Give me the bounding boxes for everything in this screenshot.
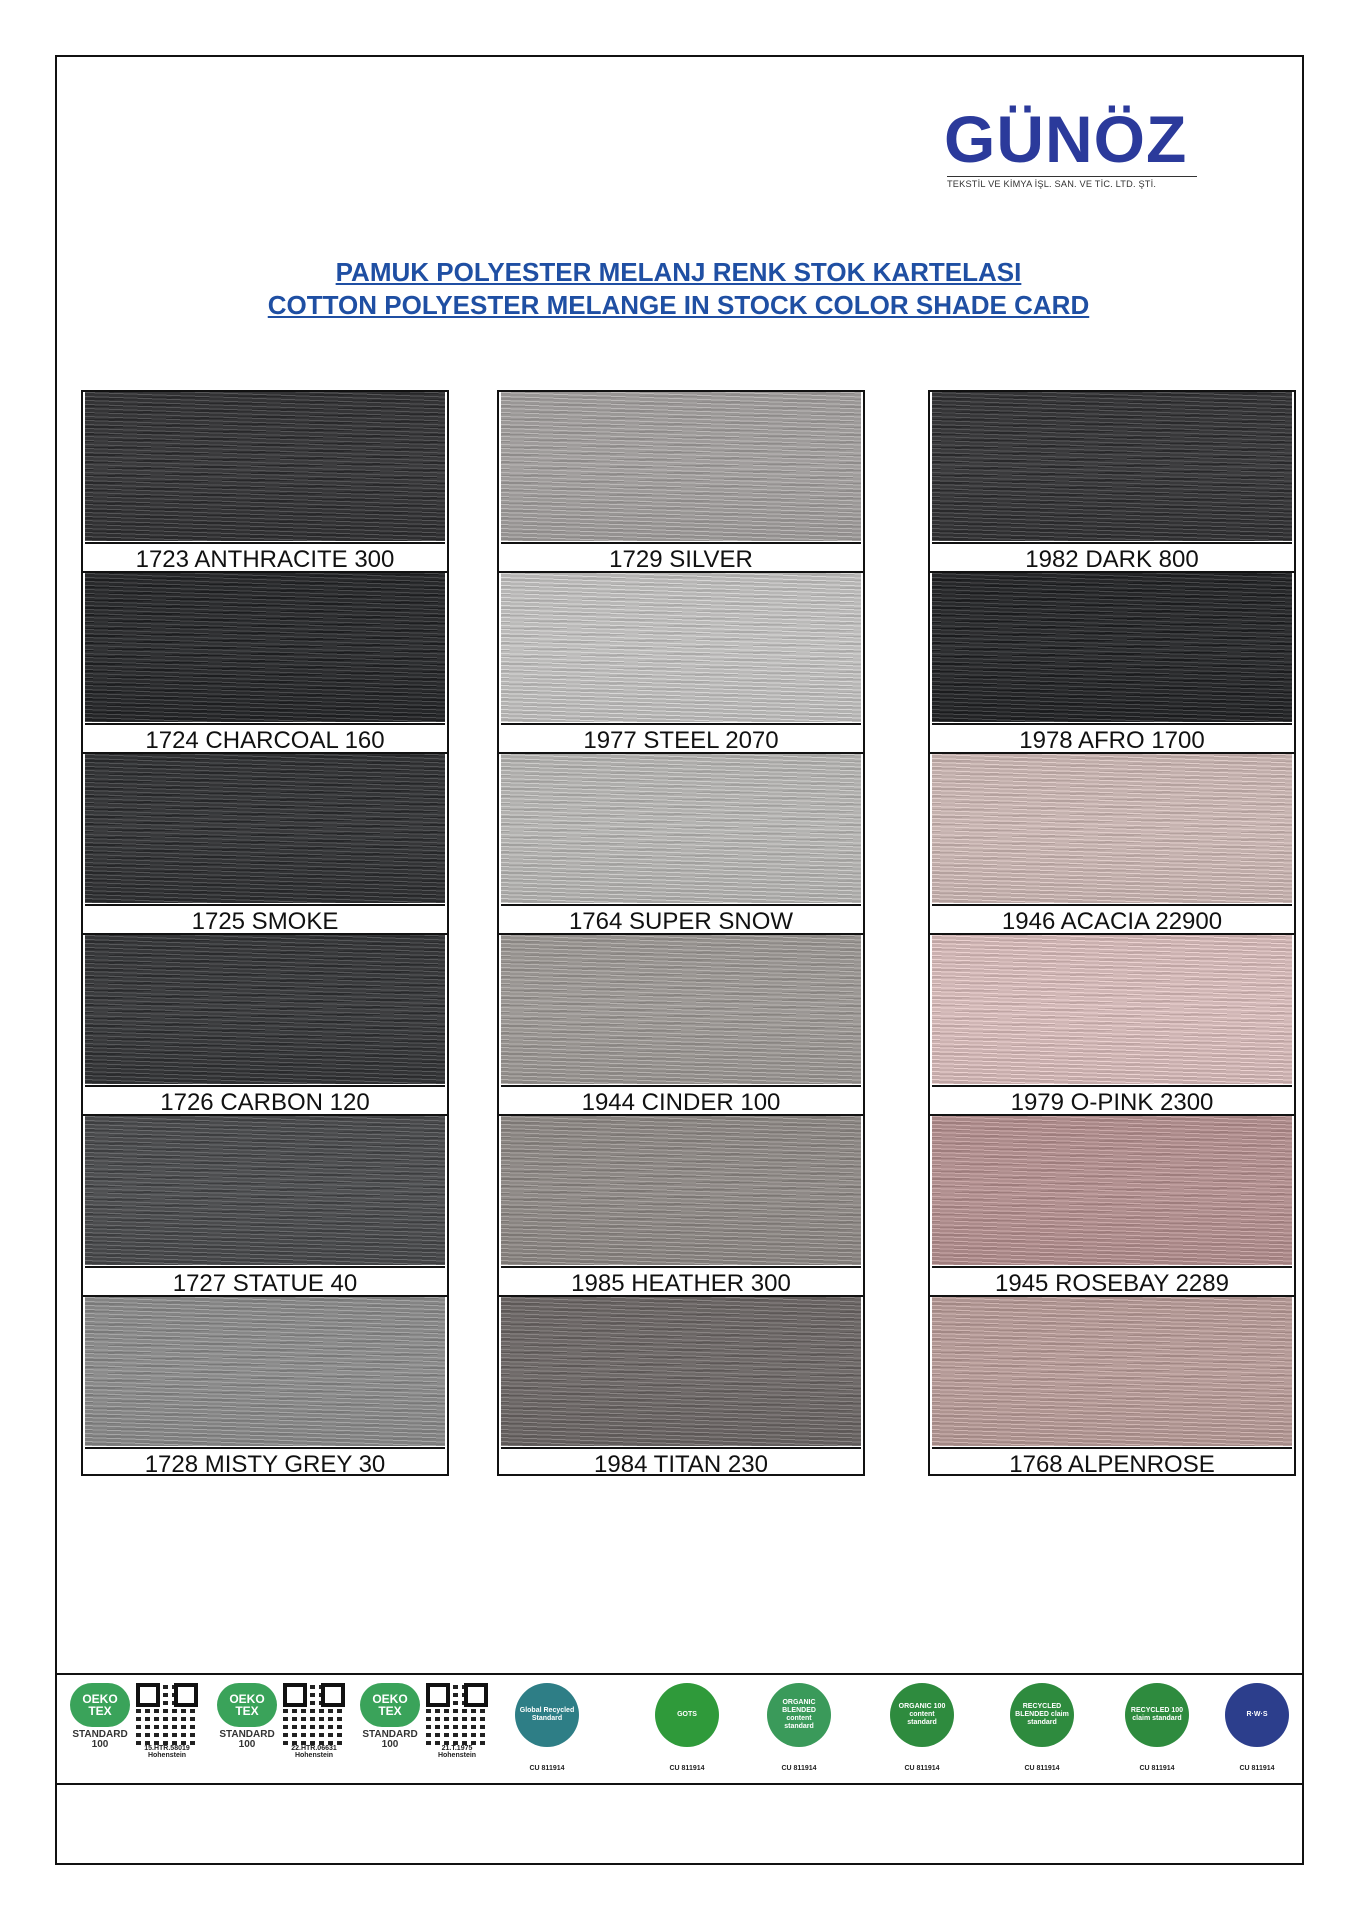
certification-badge [890, 1683, 954, 1772]
cert-code: CU 811914 [529, 1765, 565, 1772]
shade-label: 1723 ANTHRACITE 300 [85, 542, 445, 571]
oeko-tex-certificate [217, 1683, 345, 1759]
cert-code: 21.T.1975 [441, 1745, 473, 1752]
yarn-texture [85, 1116, 445, 1265]
company-logo [944, 104, 1194, 194]
yarn-texture [85, 573, 445, 722]
certification-badge [1125, 1683, 1189, 1772]
title-turkish: PAMUK POLYESTER MELANJ RENK STOK KARTELASI [335, 257, 1022, 287]
shade-swatch [497, 1295, 865, 1476]
shade-swatch [928, 1295, 1296, 1476]
shade-swatch [928, 752, 1296, 933]
cert-code: CU 811914 [781, 1765, 817, 1772]
yarn-texture [932, 392, 1292, 541]
certification-strip [55, 1673, 1304, 1785]
shade-swatch [497, 571, 865, 752]
badge-name: Global Recycled Standard [519, 1707, 575, 1722]
certification-badge [1225, 1683, 1289, 1772]
shade-column-1 [81, 390, 449, 1476]
cert-lab: Hohenstein [294, 1752, 334, 1759]
title-english: COTTON POLYESTER MELANGE IN STOCK COLOR SHADE CARD [267, 290, 1090, 320]
shade-label: 1979 O-PINK 2300 [932, 1085, 1292, 1114]
badge-name: ORGANIC 100 content standard [898, 1703, 946, 1726]
shade-swatch [81, 752, 449, 933]
shade-column-2 [497, 390, 865, 1476]
certification-seal-icon [1125, 1683, 1189, 1747]
shade-label: 1985 HEATHER 300 [501, 1266, 861, 1295]
cert-code: CU 811914 [669, 1765, 705, 1772]
cert-lab: Hohenstein [147, 1752, 187, 1759]
certification-seal-icon [515, 1683, 579, 1747]
cert-code: 22.HTR.06631 [291, 1745, 337, 1752]
shade-swatch [928, 1114, 1296, 1295]
shade-label: 1946 ACACIA 22900 [932, 904, 1292, 933]
qr-code-icon [136, 1683, 198, 1745]
oeko-tex-logo-text: OEKO TEX [229, 1692, 265, 1718]
oeko-tex-logo [217, 1683, 277, 1727]
yarn-texture [501, 392, 861, 541]
cert-code: CU 811914 [904, 1765, 940, 1772]
certification-seal-icon [655, 1683, 719, 1747]
shade-swatch [928, 933, 1296, 1114]
yarn-texture [932, 573, 1292, 722]
certification-badge [767, 1683, 831, 1772]
shade-swatch [81, 1114, 449, 1295]
shade-swatch [497, 752, 865, 933]
logo-tagline: TEKSTİL VE KİMYA İŞL. SAN. VE TİC. LTD. ŞTİ. [947, 176, 1197, 189]
badge-name: ORGANIC BLENDED content standard [782, 1699, 816, 1730]
shade-label: 1977 STEEL 2070 [501, 723, 861, 752]
yarn-texture [501, 935, 861, 1084]
shade-swatch [81, 933, 449, 1114]
oeko-tex-logo-text: OEKO TEX [82, 1692, 118, 1718]
shade-swatch [497, 390, 865, 571]
oeko-tex-logo-text: OEKO TEX [372, 1692, 408, 1718]
badge-name: R·W·S [1246, 1711, 1268, 1718]
yarn-texture [501, 1116, 861, 1265]
shade-label: 1984 TITAN 230 [501, 1447, 861, 1476]
shade-swatch [497, 933, 865, 1114]
shade-swatch [81, 571, 449, 752]
yarn-texture [501, 754, 861, 903]
yarn-texture [932, 1297, 1292, 1446]
cert-code: CU 811914 [1024, 1765, 1060, 1772]
shade-label: 1982 DARK 800 [932, 542, 1292, 571]
yarn-texture [501, 573, 861, 722]
cert-lab: Hohenstein [437, 1752, 477, 1759]
yarn-texture [932, 1116, 1292, 1265]
shade-swatch [497, 1114, 865, 1295]
cert-code: CU 811914 [1139, 1765, 1175, 1772]
badge-name: GOTS [677, 1711, 697, 1718]
oeko-tex-logo [70, 1683, 130, 1727]
shade-label: 1727 STATUE 40 [85, 1266, 445, 1295]
qr-code-icon [283, 1683, 345, 1745]
oeko-tex-certificate [360, 1683, 488, 1759]
shade-label: 1728 MISTY GREY 30 [85, 1447, 445, 1476]
shade-swatch [928, 571, 1296, 752]
yarn-texture [85, 935, 445, 1084]
shade-label: 1768 ALPENROSE [932, 1447, 1292, 1476]
cert-code: 15.HTR.58019 [144, 1745, 190, 1752]
yarn-texture [85, 754, 445, 903]
cert-code: CU 811914 [1239, 1765, 1275, 1772]
logo-wordmark: GÜNÖZ [944, 102, 1188, 176]
shade-column-3 [928, 390, 1296, 1476]
oeko-standard: STANDARD 100 [219, 1729, 275, 1750]
shade-label: 1945 ROSEBAY 2289 [932, 1266, 1292, 1295]
certification-seal-icon [1010, 1683, 1074, 1747]
badge-name: RECYCLED BLENDED claim standard [1015, 1703, 1069, 1726]
shade-label: 1729 SILVER [501, 542, 861, 571]
shade-label: 1725 SMOKE [85, 904, 445, 933]
shade-label: 1978 AFRO 1700 [932, 723, 1292, 752]
certification-badge [1010, 1683, 1074, 1772]
qr-code-icon [426, 1683, 488, 1745]
shade-swatch [81, 390, 449, 571]
oeko-standard: STANDARD 100 [362, 1729, 418, 1750]
shade-label: 1764 SUPER SNOW [501, 904, 861, 933]
shade-swatch [81, 1295, 449, 1476]
certification-seal-icon [890, 1683, 954, 1747]
oeko-tex-certificate [70, 1683, 198, 1759]
yarn-texture [501, 1297, 861, 1446]
certification-badge [655, 1683, 719, 1772]
yarn-texture [932, 754, 1292, 903]
oeko-standard: STANDARD 100 [72, 1729, 128, 1750]
shade-label: 1724 CHARCOAL 160 [85, 723, 445, 752]
certification-badge [515, 1683, 579, 1772]
yarn-texture [932, 935, 1292, 1084]
shade-label: 1726 CARBON 120 [85, 1085, 445, 1114]
badge-name: RECYCLED 100 claim standard [1130, 1707, 1184, 1722]
shade-label: 1944 CINDER 100 [501, 1085, 861, 1114]
shade-swatch [928, 390, 1296, 571]
certification-seal-icon [767, 1683, 831, 1747]
oeko-tex-logo [360, 1683, 420, 1727]
certification-seal-icon [1225, 1683, 1289, 1747]
yarn-texture [85, 1297, 445, 1446]
yarn-texture [85, 392, 445, 541]
